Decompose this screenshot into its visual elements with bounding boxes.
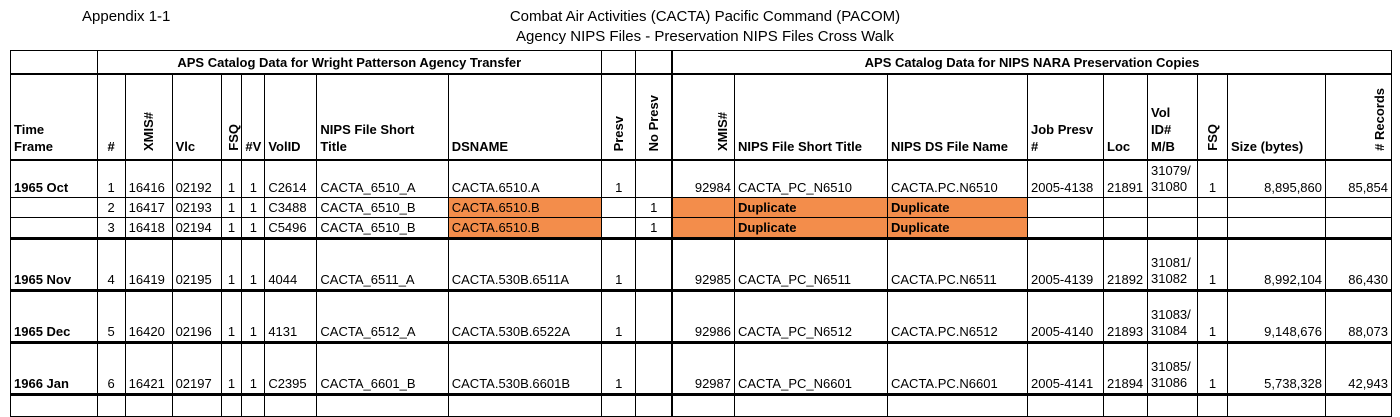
xmis-cell: 16421 xyxy=(125,343,172,395)
time-frame-group-cell xyxy=(11,51,98,75)
presv-cell xyxy=(602,218,636,239)
volid-cell: C5496 xyxy=(265,218,317,239)
empty-cell xyxy=(172,395,221,417)
time-frame-cell: 1965 Oct xyxy=(11,160,98,198)
short-title-cell: CACTA_6512_A xyxy=(317,291,448,343)
no-presv-cell xyxy=(636,291,672,343)
table-row xyxy=(11,291,672,343)
presv-cell: 1 xyxy=(602,239,636,291)
dsname-cell: CACTA.6510.B xyxy=(448,218,601,239)
xmis-cell: 16417 xyxy=(125,198,172,218)
col-job-presv: Job Presv # xyxy=(1028,74,1104,160)
r-short-title-cell: CACTA_PC_N6601 xyxy=(735,343,888,395)
nv-cell: 1 xyxy=(242,218,265,239)
vol-id-line: 31081/ xyxy=(1151,255,1191,270)
nopresv-group-cell xyxy=(636,51,672,75)
table-row xyxy=(673,239,1392,291)
r-ds-file-cell: CACTA.PC.N6510 xyxy=(888,160,1028,198)
vlc-cell: 02193 xyxy=(172,198,221,218)
table-row xyxy=(673,160,1392,198)
col-no-presv: No Presv xyxy=(636,74,672,160)
table-row xyxy=(673,343,1392,395)
dsname-cell: CACTA.530B.6522A xyxy=(448,291,601,343)
r-short-title-cell: CACTA_PC_N6511 xyxy=(735,239,888,291)
presv-cell: 1 xyxy=(602,343,636,395)
no-presv-cell xyxy=(636,160,672,198)
empty-cell xyxy=(97,395,125,417)
empty-cell xyxy=(1148,395,1198,417)
volid-cell: C2395 xyxy=(265,343,317,395)
presv-cell xyxy=(602,198,636,218)
vlc-cell: 02197 xyxy=(172,343,221,395)
volid-cell: C3488 xyxy=(265,198,317,218)
loc-cell: 21892 xyxy=(1104,239,1148,291)
vol-id-cell xyxy=(1148,218,1198,239)
vol-id-line: 31085/ xyxy=(1151,359,1191,374)
r-xmis-cell: 92985 xyxy=(673,239,735,291)
no-presv-cell: 1 xyxy=(636,218,672,239)
table-row xyxy=(11,218,672,239)
vol-id-cell xyxy=(1148,239,1198,291)
time-frame-cell xyxy=(11,198,98,218)
time-frame-cell: 1965 Dec xyxy=(11,291,98,343)
empty-cell xyxy=(11,395,98,417)
col-short-title: NIPS File Short Title xyxy=(317,74,448,160)
size-cell: 8,895,860 xyxy=(1228,160,1326,198)
records-cell: 86,430 xyxy=(1326,239,1392,291)
loc-cell xyxy=(1104,218,1148,239)
col-records: # Records xyxy=(1326,74,1392,160)
col-size: Size (bytes) xyxy=(1228,74,1326,160)
empty-cell xyxy=(1228,395,1326,417)
fsq-cell: 1 xyxy=(221,218,242,239)
num-cell: 2 xyxy=(97,198,125,218)
col-xmis: XMIS# xyxy=(125,74,172,160)
table-row xyxy=(11,160,672,198)
dsname-cell: CACTA.6510.A xyxy=(448,160,601,198)
dsname-cell: CACTA.530B.6601B xyxy=(448,343,601,395)
no-presv-cell xyxy=(636,343,672,395)
r-ds-file-cell: Duplicate xyxy=(888,218,1028,239)
empty-cell xyxy=(448,395,601,417)
short-title-cell: CACTA_6511_A xyxy=(317,239,448,291)
table-row xyxy=(11,395,672,417)
empty-cell xyxy=(317,395,448,417)
fsq-cell: 1 xyxy=(221,291,242,343)
nv-cell: 1 xyxy=(242,343,265,395)
volid-cell: 4044 xyxy=(265,239,317,291)
loc-cell xyxy=(1104,198,1148,218)
num-cell: 3 xyxy=(97,218,125,239)
empty-cell xyxy=(1326,395,1392,417)
col-r-short-title: NIPS File Short Title xyxy=(735,74,888,160)
job-presv-cell xyxy=(1028,198,1104,218)
r-ds-file-cell: Duplicate xyxy=(888,198,1028,218)
num-cell: 5 xyxy=(97,291,125,343)
num-cell: 4 xyxy=(97,239,125,291)
vol-id-line: 31084 xyxy=(1151,323,1188,338)
r-xmis-cell xyxy=(673,198,735,218)
dsname-cell: CACTA.530B.6511A xyxy=(448,239,601,291)
fsq-cell: 1 xyxy=(221,160,242,198)
col-time-frame: Time Frame xyxy=(11,74,98,160)
nv-cell: 1 xyxy=(242,160,265,198)
dsname-cell: CACTA.6510.B xyxy=(448,198,601,218)
table-row xyxy=(673,291,1392,343)
r-xmis-cell: 92987 xyxy=(673,343,735,395)
table-row xyxy=(673,395,1392,417)
r-short-title-cell: CACTA_PC_N6512 xyxy=(735,291,888,343)
r-xmis-cell: 92984 xyxy=(673,160,735,198)
document-title: Combat Air Activities (CACTA) Pacific Command (PACOM) xyxy=(509,8,901,25)
empty-cell xyxy=(636,395,672,417)
empty-cell xyxy=(735,395,888,417)
table-row xyxy=(673,198,1392,218)
job-presv-cell: 2005-4140 xyxy=(1028,291,1104,343)
loc-cell: 21893 xyxy=(1104,291,1148,343)
col-nv: #V xyxy=(242,74,265,160)
presv-cell: 1 xyxy=(602,160,636,198)
size-cell: 9,148,676 xyxy=(1228,291,1326,343)
vlc-cell: 02196 xyxy=(172,291,221,343)
num-cell: 6 xyxy=(97,343,125,395)
r-ds-file-cell: CACTA.PC.N6512 xyxy=(888,291,1028,343)
empty-cell xyxy=(265,395,317,417)
short-title-cell: CACTA_6510_B xyxy=(317,218,448,239)
empty-cell xyxy=(221,395,242,417)
r-ds-file-cell: CACTA.PC.N6511 xyxy=(888,239,1028,291)
empty-cell xyxy=(125,395,172,417)
vol-id-line: 31080 xyxy=(1151,179,1188,194)
empty-cell xyxy=(1198,395,1228,417)
vol-id-cell xyxy=(1148,198,1198,218)
presv-cell: 1 xyxy=(602,291,636,343)
size-cell xyxy=(1228,198,1326,218)
r-xmis-cell: 92986 xyxy=(673,291,735,343)
job-presv-cell: 2005-4138 xyxy=(1028,160,1104,198)
table-row xyxy=(673,218,1392,239)
job-presv-cell: 2005-4139 xyxy=(1028,239,1104,291)
size-cell xyxy=(1228,218,1326,239)
records-cell: 42,943 xyxy=(1326,343,1392,395)
loc-cell: 21894 xyxy=(1104,343,1148,395)
preservation-copies-table xyxy=(672,50,1392,417)
empty-cell xyxy=(1104,395,1148,417)
job-presv-cell: 2005-4141 xyxy=(1028,343,1104,395)
short-title-cell: CACTA_6510_B xyxy=(317,198,448,218)
col-volid: VolID xyxy=(265,74,317,160)
table-row xyxy=(11,343,672,395)
document-subtitle: Agency NIPS Files - Preservation NIPS Files Cross Walk xyxy=(516,28,894,45)
presv-group-cell xyxy=(602,51,636,75)
col-presv: Presv xyxy=(602,74,636,160)
fsq-cell: 1 xyxy=(221,239,242,291)
left-group-header: APS Catalog Data for Wright Patterson Agency Transfer xyxy=(97,51,602,75)
vlc-cell: 02192 xyxy=(172,160,221,198)
col-r-xmis: XMIS# xyxy=(673,74,735,160)
records-cell: 88,073 xyxy=(1326,291,1392,343)
col-num: # xyxy=(97,74,125,160)
fsq-cell: 1 xyxy=(221,198,242,218)
xmis-cell: 16419 xyxy=(125,239,172,291)
num-cell: 1 xyxy=(97,160,125,198)
short-title-cell: CACTA_6601_B xyxy=(317,343,448,395)
no-presv-cell: 1 xyxy=(636,198,672,218)
col-fsq: FSQ xyxy=(221,74,242,160)
size-cell: 5,738,328 xyxy=(1228,343,1326,395)
agency-transfer-table xyxy=(10,50,672,417)
col-r-fsq: FSQ xyxy=(1198,74,1228,160)
volid-cell: 4131 xyxy=(265,291,317,343)
r-short-title-cell: CACTA_PC_N6510 xyxy=(735,160,888,198)
size-cell: 8,992,104 xyxy=(1228,239,1326,291)
vol-id-line: 31082 xyxy=(1151,271,1188,286)
vlc-cell: 02194 xyxy=(172,218,221,239)
no-presv-cell xyxy=(636,239,672,291)
time-frame-cell: 1966 Jan xyxy=(11,343,98,395)
r-xmis-cell xyxy=(673,218,735,239)
nv-cell: 1 xyxy=(242,198,265,218)
vol-id-cell xyxy=(1148,343,1198,395)
col-r-ds-file: NIPS DS File Name xyxy=(888,74,1028,160)
nv-cell: 1 xyxy=(242,239,265,291)
job-presv-cell xyxy=(1028,218,1104,239)
empty-cell xyxy=(602,395,636,417)
vlc-cell: 02195 xyxy=(172,239,221,291)
nv-cell: 1 xyxy=(242,291,265,343)
xmis-cell: 16416 xyxy=(125,160,172,198)
empty-cell xyxy=(242,395,265,417)
col-vol-id: Vol ID# M/B xyxy=(1148,74,1198,160)
vol-id-line: 31079/ xyxy=(1151,163,1191,178)
vol-id-line: 31086 xyxy=(1151,375,1188,390)
appendix-label: Appendix 1-1 xyxy=(82,8,171,25)
table-row xyxy=(11,239,672,291)
time-frame-cell xyxy=(11,218,98,239)
records-cell xyxy=(1326,218,1392,239)
r-fsq-cell: 1 xyxy=(1198,239,1228,291)
table-row xyxy=(11,198,672,218)
short-title-cell: CACTA_6510_A xyxy=(317,160,448,198)
xmis-cell: 16418 xyxy=(125,218,172,239)
r-short-title-cell: Duplicate xyxy=(735,198,888,218)
vol-id-cell xyxy=(1148,160,1198,198)
r-fsq-cell: 1 xyxy=(1198,291,1228,343)
col-vlc: Vlc xyxy=(172,74,221,160)
r-fsq-cell xyxy=(1198,218,1228,239)
empty-cell xyxy=(1028,395,1104,417)
r-fsq-cell: 1 xyxy=(1198,160,1228,198)
col-dsname: DSNAME xyxy=(448,74,601,160)
r-short-title-cell: Duplicate xyxy=(735,218,888,239)
records-cell xyxy=(1326,198,1392,218)
xmis-cell: 16420 xyxy=(125,291,172,343)
r-fsq-cell: 1 xyxy=(1198,343,1228,395)
loc-cell: 21891 xyxy=(1104,160,1148,198)
right-group-header: APS Catalog Data for NIPS NARA Preservation Copies xyxy=(673,51,1392,75)
vol-id-cell xyxy=(1148,291,1198,343)
vol-id-line: 31083/ xyxy=(1151,307,1191,322)
empty-cell xyxy=(673,395,735,417)
records-cell: 85,854 xyxy=(1326,160,1392,198)
col-loc: Loc xyxy=(1104,74,1148,160)
r-fsq-cell xyxy=(1198,198,1228,218)
fsq-cell: 1 xyxy=(221,343,242,395)
r-ds-file-cell: CACTA.PC.N6601 xyxy=(888,343,1028,395)
empty-cell xyxy=(888,395,1028,417)
volid-cell: C2614 xyxy=(265,160,317,198)
time-frame-cell: 1965 Nov xyxy=(11,239,98,291)
